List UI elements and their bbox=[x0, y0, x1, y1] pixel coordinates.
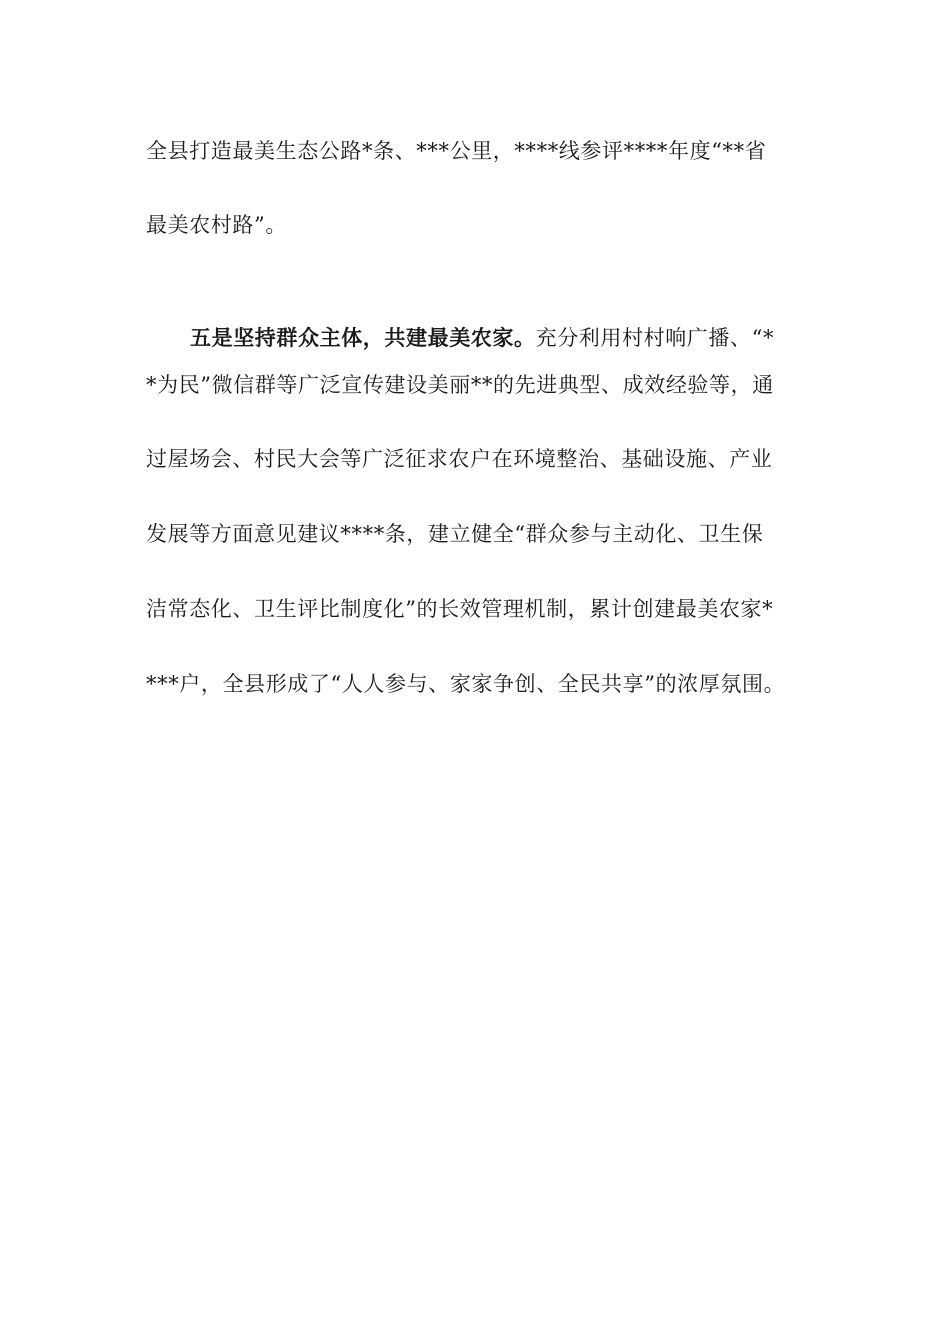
paragraph-2-heading: 五是坚持群众主体，共建最美农家。 bbox=[190, 325, 536, 350]
paragraph-1-line-2: 最美农村路”。 bbox=[146, 213, 287, 237]
paragraph-2-line-3: 过屋场会、村民大会等广泛征求农户在环境整治、基础设施、产业 bbox=[146, 447, 773, 471]
paragraph-1-line-1: 全县打造最美生态公路*条、***公里，****线参评****年度“**省 bbox=[146, 139, 767, 163]
paragraph-2-line-5: 洁常态化、卫生评比制度化”的长效管理机制，累计创建最美农家* bbox=[146, 597, 774, 621]
paragraph-2-line-2: *为民”微信群等广泛宣传建设美丽**的先进典型、成效经验等，通 bbox=[146, 373, 774, 397]
paragraph-2-line-1 bbox=[190, 323, 870, 353]
paragraph-2-line-6: ***户，全县形成了“人人参与、家家争创、全民共享”的浓厚氛围。 bbox=[146, 672, 786, 696]
paragraph-2-line-1-rest: 充分利用村村响广播、“* bbox=[535, 326, 775, 350]
paragraph-2-line-4: 发展等方面意见建议****条，建立健全“群众参与主动化、卫生保 bbox=[146, 522, 764, 546]
